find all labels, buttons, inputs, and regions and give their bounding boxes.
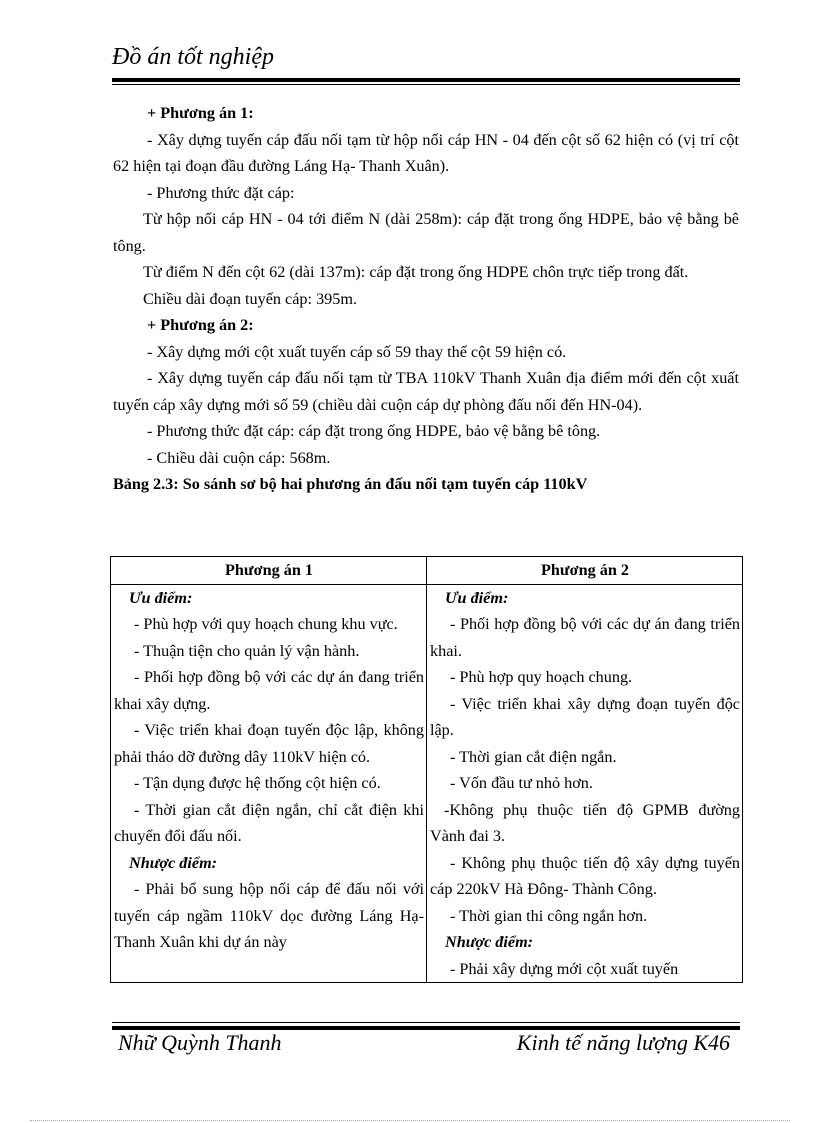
footer-program: Kinh tế năng lượng K46 — [516, 1030, 730, 1055]
col2-header: Phương án 2 — [427, 557, 743, 585]
list-item: - Thời gian cắt điện ngắn, chỉ cắt điện khi chuyển đổi đấu nối. — [114, 800, 424, 845]
page-edge-dotted-line — [30, 1120, 790, 1121]
option1-method-b: Từ điểm N đến cột 62 (dài 137m): cáp đặt trong ống HDPE chôn trực tiếp trong đất. — [143, 263, 689, 281]
list-item: - Vốn đầu tư nhỏ hơn. — [450, 774, 593, 792]
option1-method-label: - Phương thức đặt cáp: — [147, 183, 295, 202]
table-body-row — [111, 584, 743, 983]
body-content — [113, 100, 739, 498]
option2-line2: - Xây dựng tuyến cáp đấu nối tạm từ TBA 110kV Thanh Xuân địa điểm mới đến cột xuất tuyến cáp xây dựng mới số 59 (chiều dài cuộn cáp dự phòng đấu nối đến HN-04). — [113, 369, 739, 414]
option2-line1: - Xây dựng mới cột xuất tuyến cáp số 59 thay thế cột 59 hiện có. — [147, 342, 567, 361]
list-item: - Phù hợp quy hoạch chung. — [450, 668, 633, 686]
option2-heading: + Phương án 2: — [147, 316, 254, 334]
list-item: - Thuận tiện cho quản lý vận hành. — [134, 641, 360, 660]
col1-header: Phương án 1 — [111, 557, 427, 585]
col2-cell — [427, 584, 743, 983]
header-rule-thick — [112, 78, 740, 82]
list-item: - Không phụ thuộc tiến độ xây dựng tuyến cáp 220kV Hà Đông- Thành Công. — [430, 853, 740, 898]
list-item: - Tận dụng được hệ thống cột hiện có. — [134, 774, 381, 792]
comparison-table — [110, 556, 743, 983]
list-item: - Phù hợp với quy hoạch chung khu vực. — [134, 615, 398, 633]
list-item: - Việc triển khai đoạn tuyến độc lập, không phải tháo dỡ đường dây 110kV hiện có. — [114, 721, 424, 766]
list-item: -Không phụ thuộc tiến độ GPMB đường Vành đai 3. — [430, 800, 740, 845]
col1-cons-label: Nhược điểm: — [129, 853, 218, 872]
footer-rule-thin — [112, 1022, 740, 1023]
col1-pros-label: Ưu điểm: — [129, 588, 193, 607]
list-item: - Thời gian thi công ngắn hơn. — [450, 906, 648, 925]
col1-cell — [111, 584, 427, 983]
list-item: - Việc triển khai xây dựng đoạn tuyến độc lập. — [430, 694, 740, 739]
table-caption: Bảng 2.3: So sánh sơ bộ hai phương án đấu nối tạm tuyến cáp 110kV — [113, 475, 588, 493]
option1-length: Chiều dài đoạn tuyến cáp: 395m. — [143, 289, 357, 308]
document-header-title: Đồ án tốt nghiệp — [112, 44, 274, 70]
option2-length: - Chiều dài cuộn cáp: 568m. — [147, 448, 331, 467]
option1-method-a: Từ hộp nối cáp HN - 04 tới điểm N (dài 258m): cáp đặt trong ống HDPE, bảo vệ bằng bê tông. — [113, 210, 739, 255]
header-rule-thin — [112, 84, 740, 85]
list-item: - Phối hợp đồng bộ với các dự án đang triển khai xây dựng. — [114, 668, 424, 713]
footer-author: Nhữ Quỳnh Thanh — [118, 1030, 282, 1055]
list-item: - Phải xây dựng mới cột xuất tuyến — [450, 959, 679, 978]
list-item: - Phối hợp đồng bộ với các dự án đang triển khai. — [430, 615, 740, 660]
list-item: - Thời gian cắt điện ngắn. — [450, 747, 617, 766]
table-header-row — [111, 557, 743, 585]
col2-cons-label: Nhược điểm: — [445, 933, 534, 951]
list-item: - Phải bổ sung hộp nối cáp để đấu nối với tuyến cáp ngầm 110kV dọc đường Láng Hạ- Thanh Xuân khi dự án này — [114, 880, 424, 951]
col2-pros-label: Ưu điểm: — [445, 588, 509, 607]
option1-line1: - Xây dựng tuyến cáp đấu nối tạm từ hộp nối cáp HN - 04 đến cột số 62 hiện có (vị trí cột 62 hiện tại đoạn đầu đường Láng Hạ- Thanh Xuân). — [113, 130, 739, 175]
option2-method: - Phương thức đặt cáp: cáp đặt trong ống HDPE, bảo vệ bằng bê tông. — [147, 422, 601, 440]
option1-heading: + Phương án 1: — [147, 104, 254, 122]
